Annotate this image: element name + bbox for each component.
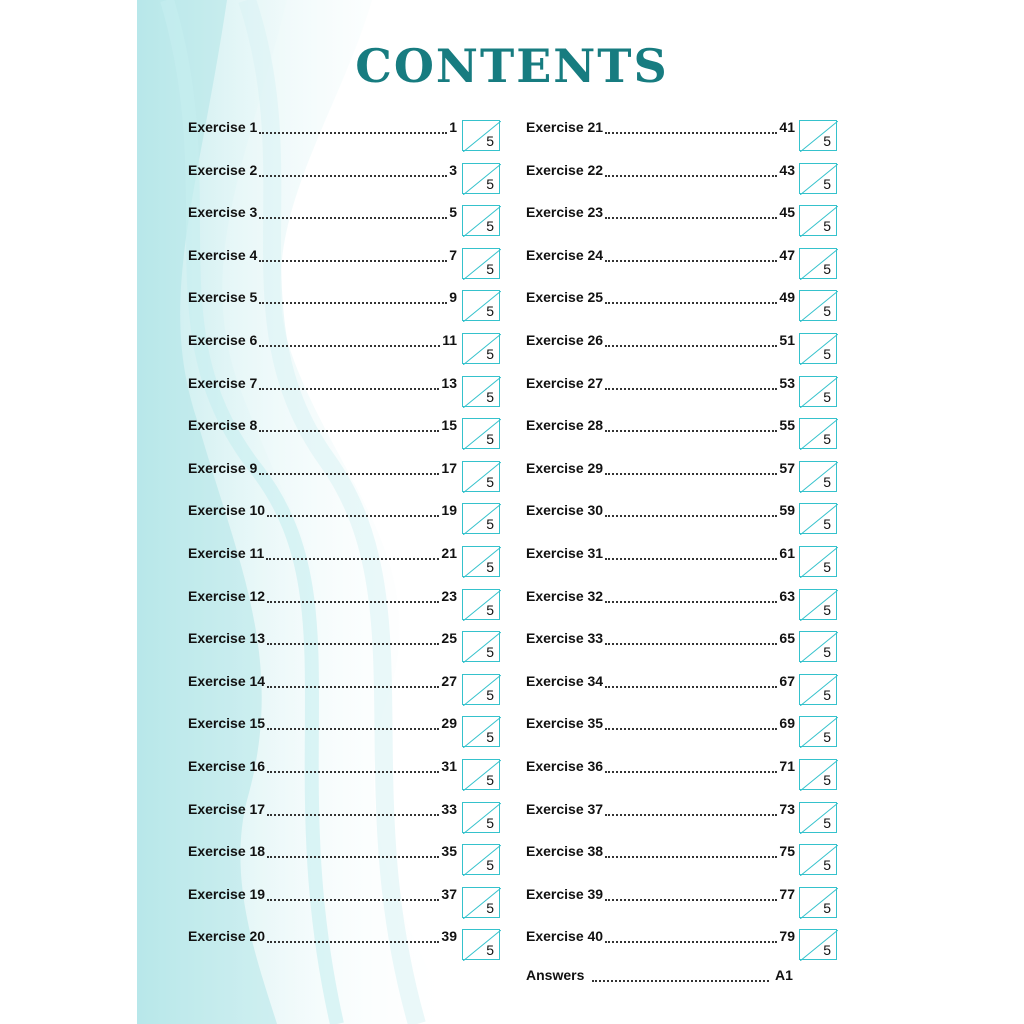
entry-page-number: 39 xyxy=(441,928,457,945)
entry-page-number: 41 xyxy=(779,119,795,135)
score-total: 5 xyxy=(486,857,494,874)
leader-dots xyxy=(605,846,777,858)
entry-page-number: 15 xyxy=(441,417,457,434)
score-total: 5 xyxy=(823,431,831,448)
score-total: 5 xyxy=(486,601,494,618)
score-total: 5 xyxy=(486,729,494,746)
score-box[interactable] xyxy=(799,205,837,236)
leader-dots xyxy=(605,122,777,134)
score-box[interactable] xyxy=(462,248,500,279)
score-box[interactable] xyxy=(799,844,837,875)
entry-page-number: 63 xyxy=(779,587,795,604)
entry-label: Exercise 23 xyxy=(526,204,604,221)
leader-dots xyxy=(267,931,439,943)
score-box[interactable] xyxy=(799,631,837,662)
leader-dots xyxy=(605,804,777,816)
leader-dots xyxy=(259,420,439,432)
score-box[interactable] xyxy=(462,290,500,321)
entry-label: Exercise 11 xyxy=(188,545,265,561)
score-box[interactable] xyxy=(799,589,837,620)
entry-page-number: 21 xyxy=(441,545,457,561)
score-total: 5 xyxy=(486,218,494,235)
entry-label: Exercise 10 xyxy=(188,502,266,519)
score-total: 5 xyxy=(823,260,831,277)
entry-page-number: 37 xyxy=(441,885,457,902)
leader-dots xyxy=(605,591,777,603)
page-title: CONTENTS xyxy=(355,39,669,93)
entry-label: Exercise 4 xyxy=(188,246,258,263)
leader-dots xyxy=(605,463,777,475)
leader-dots xyxy=(605,420,777,432)
entry-label: Exercise 20 xyxy=(188,928,266,945)
entry-label: Exercise 6 xyxy=(188,332,258,348)
score-box[interactable] xyxy=(799,376,837,407)
score-box[interactable] xyxy=(462,844,500,875)
answers-page: A1 xyxy=(775,967,793,983)
leader-dots xyxy=(605,207,777,219)
score-box[interactable] xyxy=(462,461,500,492)
score-box[interactable] xyxy=(462,205,500,236)
score-total: 5 xyxy=(823,686,831,703)
leader-dots xyxy=(267,676,439,688)
leader-dots xyxy=(267,804,439,816)
score-box[interactable] xyxy=(462,887,500,918)
score-box[interactable] xyxy=(799,716,837,747)
score-total: 5 xyxy=(486,644,494,661)
entry-label: Exercise 35 xyxy=(526,715,604,732)
score-box[interactable] xyxy=(462,120,500,151)
entry-label: Exercise 2 xyxy=(188,161,258,178)
entry-label: Exercise 5 xyxy=(188,289,258,306)
entry-page-number: 67 xyxy=(779,672,795,689)
score-total: 5 xyxy=(486,899,494,916)
score-box[interactable] xyxy=(462,333,500,364)
leader-dots xyxy=(266,548,439,560)
entry-page-number: 61 xyxy=(779,545,795,561)
score-box[interactable] xyxy=(462,929,500,960)
score-box[interactable] xyxy=(799,461,837,492)
score-box[interactable] xyxy=(799,248,837,279)
score-box[interactable] xyxy=(799,418,837,449)
score-total: 5 xyxy=(823,644,831,661)
leader-dots xyxy=(259,335,440,347)
leader-dots xyxy=(267,718,439,730)
entry-label: Exercise 38 xyxy=(526,843,604,860)
leader-dots xyxy=(267,591,439,603)
entry-label: Exercise 25 xyxy=(526,289,604,306)
score-total: 5 xyxy=(823,857,831,874)
entry-page-number: 49 xyxy=(779,289,795,306)
score-total: 5 xyxy=(823,772,831,788)
leader-dots xyxy=(267,889,439,901)
score-total: 5 xyxy=(823,473,831,490)
score-total: 5 xyxy=(823,346,831,362)
entry-page-number: 29 xyxy=(441,715,457,732)
leader-dots xyxy=(267,633,439,645)
leader-dots xyxy=(605,931,777,943)
leader-dots xyxy=(267,505,439,517)
score-box[interactable] xyxy=(462,589,500,620)
entry-page-number: 43 xyxy=(779,161,795,178)
entry-page-number: 9 xyxy=(449,289,457,306)
entry-page-number: 75 xyxy=(779,843,795,860)
entry-page-number: 55 xyxy=(779,417,795,434)
entry-page-number: 73 xyxy=(779,800,795,817)
score-total: 5 xyxy=(823,218,831,235)
entry-label: Exercise 9 xyxy=(188,459,258,476)
score-total: 5 xyxy=(823,899,831,916)
entry-page-number: 71 xyxy=(779,758,795,774)
score-total: 5 xyxy=(823,814,831,831)
entry-page-number: 25 xyxy=(441,630,457,647)
leader-dots xyxy=(259,463,439,475)
entry-label: Exercise 7 xyxy=(188,374,258,391)
score-total: 5 xyxy=(486,260,494,277)
score-box[interactable] xyxy=(799,290,837,321)
entry-label: Exercise 32 xyxy=(526,587,604,604)
leader-dots xyxy=(605,335,777,347)
entry-label: Exercise 31 xyxy=(526,545,604,561)
score-box[interactable] xyxy=(799,333,837,364)
score-total: 5 xyxy=(486,303,494,320)
score-total: 5 xyxy=(486,814,494,831)
score-total: 5 xyxy=(823,559,831,575)
entry-page-number: 23 xyxy=(441,587,457,604)
entry-label: Exercise 18 xyxy=(188,843,266,860)
entry-page-number: 47 xyxy=(779,246,795,263)
entry-label: Exercise 22 xyxy=(526,161,604,178)
entry-label: Exercise 1 xyxy=(188,119,258,135)
score-total: 5 xyxy=(486,942,494,959)
score-total: 5 xyxy=(823,133,831,149)
entry-page-number: 7 xyxy=(449,246,457,263)
entry-page-number: 11 xyxy=(442,332,457,348)
score-total: 5 xyxy=(823,942,831,959)
score-box[interactable] xyxy=(462,802,500,833)
score-box[interactable] xyxy=(799,503,837,534)
score-total: 5 xyxy=(823,388,831,405)
score-total: 5 xyxy=(823,175,831,192)
entry-label: Exercise 8 xyxy=(188,417,258,434)
score-total: 5 xyxy=(823,516,831,533)
score-box[interactable] xyxy=(462,418,500,449)
score-box[interactable] xyxy=(799,929,837,960)
entry-label: Exercise 14 xyxy=(188,672,266,689)
score-box[interactable] xyxy=(799,759,837,790)
entry-label: Exercise 30 xyxy=(526,502,604,519)
score-total: 5 xyxy=(486,346,494,362)
entry-page-number: 35 xyxy=(441,843,457,860)
leader-dots xyxy=(605,889,777,901)
entry-label: Exercise 40 xyxy=(526,928,604,945)
entry-page-number: 19 xyxy=(441,502,457,519)
score-box[interactable] xyxy=(462,163,500,194)
score-total: 5 xyxy=(486,516,494,533)
entry-label: Exercise 15 xyxy=(188,715,266,732)
entry-label: Exercise 28 xyxy=(526,417,604,434)
entry-label: Exercise 26 xyxy=(526,332,604,348)
entry-label: Exercise 24 xyxy=(526,246,604,263)
entry-page-number: 1 xyxy=(449,119,457,135)
score-box[interactable] xyxy=(462,759,500,790)
score-box[interactable] xyxy=(462,716,500,747)
entry-label: Exercise 39 xyxy=(526,885,604,902)
entry-label: Exercise 16 xyxy=(188,758,266,774)
entry-label: Exercise 17 xyxy=(188,800,266,817)
score-total: 5 xyxy=(823,601,831,618)
entry-page-number: 3 xyxy=(449,161,457,178)
score-box[interactable] xyxy=(799,674,837,705)
answers-label: Answers xyxy=(526,967,585,983)
score-box[interactable] xyxy=(462,674,500,705)
leader-dots xyxy=(267,846,439,858)
entry-page-number: 5 xyxy=(449,204,457,221)
leader-dots xyxy=(605,378,777,390)
score-total: 5 xyxy=(823,303,831,320)
leader-dots xyxy=(605,676,777,688)
entry-page-number: 17 xyxy=(441,459,457,476)
leader-dots xyxy=(605,548,777,560)
leader-dots xyxy=(605,250,777,262)
score-total: 5 xyxy=(486,175,494,192)
score-total: 5 xyxy=(486,388,494,405)
entry-page-number: 53 xyxy=(779,374,795,391)
score-box[interactable] xyxy=(799,546,837,577)
score-total: 5 xyxy=(823,729,831,746)
entry-page-number: 13 xyxy=(441,374,457,391)
score-box[interactable] xyxy=(799,887,837,918)
entry-page-number: 69 xyxy=(779,715,795,732)
entry-page-number: 77 xyxy=(779,885,795,902)
leader-dots xyxy=(259,378,439,390)
entry-page-number: 57 xyxy=(779,459,795,476)
score-box[interactable] xyxy=(462,546,500,577)
leader-dots xyxy=(605,292,777,304)
score-box[interactable] xyxy=(462,376,500,407)
leader-dots xyxy=(605,165,777,177)
leader-dots xyxy=(605,718,777,730)
entry-label: Exercise 27 xyxy=(526,374,604,391)
entry-page-number: 33 xyxy=(441,800,457,817)
entry-label: Exercise 29 xyxy=(526,459,604,476)
entry-label: Exercise 19 xyxy=(188,885,266,902)
score-total: 5 xyxy=(486,133,494,149)
answers-leader-dots xyxy=(592,970,769,982)
score-box[interactable] xyxy=(799,120,837,151)
score-box[interactable] xyxy=(462,631,500,662)
entry-label: Exercise 36 xyxy=(526,758,604,774)
leader-dots xyxy=(267,761,439,773)
entry-page-number: 45 xyxy=(779,204,795,221)
entry-page-number: 27 xyxy=(441,672,457,689)
entry-label: Exercise 33 xyxy=(526,630,604,647)
entry-label: Exercise 13 xyxy=(188,630,266,647)
leader-dots xyxy=(605,761,777,773)
score-total: 5 xyxy=(486,431,494,448)
entry-label: Exercise 21 xyxy=(526,119,604,135)
entry-label: Exercise 37 xyxy=(526,800,604,817)
leader-dots xyxy=(605,505,777,517)
score-box[interactable] xyxy=(799,163,837,194)
entry-page-number: 31 xyxy=(441,758,457,774)
entry-page-number: 65 xyxy=(779,630,795,647)
score-total: 5 xyxy=(486,559,494,575)
score-box[interactable] xyxy=(462,503,500,534)
score-total: 5 xyxy=(486,686,494,703)
score-box[interactable] xyxy=(799,802,837,833)
entry-page-number: 51 xyxy=(779,332,795,348)
entry-page-number: 59 xyxy=(779,502,795,519)
score-total: 5 xyxy=(486,473,494,490)
entry-label: Exercise 34 xyxy=(526,672,604,689)
score-total: 5 xyxy=(486,772,494,788)
leader-dots xyxy=(605,633,777,645)
entry-label: Exercise 12 xyxy=(188,587,266,604)
entry-page-number: 79 xyxy=(779,928,795,945)
entry-label: Exercise 3 xyxy=(188,204,258,221)
